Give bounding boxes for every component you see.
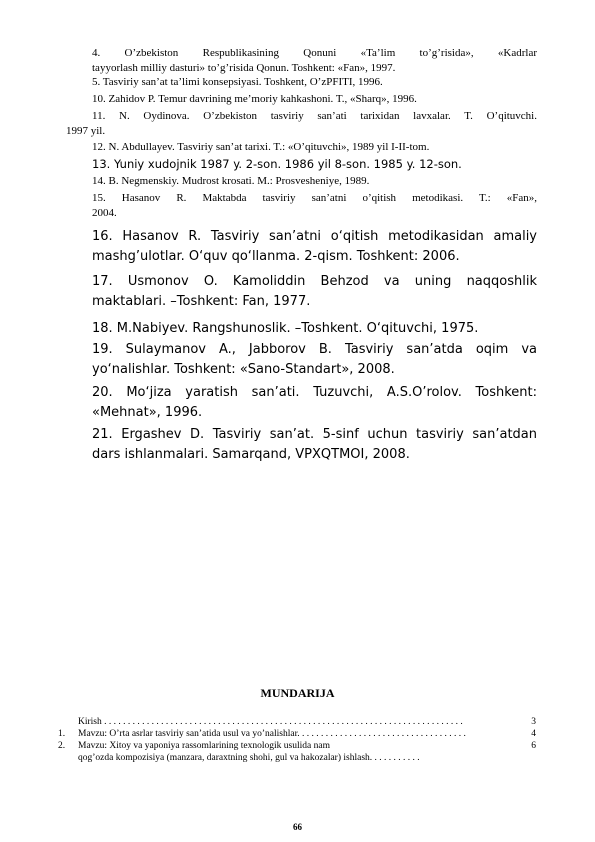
reference-12: 12. N. Abdullayev. Tasviriy san’at tarixi. T.: «O’qituvchi», 1989 yil I-II-tom. [92,141,430,153]
toc-row[interactable] [58,752,536,764]
reference-17-line2: maktablari. –Toshkent: Fan, 1977. [92,294,311,309]
toc-row[interactable] [58,716,536,728]
reference-16-line1: 16. Hasanov R. Tasviriy san’atni o‘qitish metodikasidan amaliy [92,229,537,244]
table-of-contents [58,716,536,764]
reference-14: 14. B. Negmenskiy. Mudrost krosati. M.: Prosvesheniye, 1989. [92,175,370,187]
reference-21 [58,425,537,465]
toc-row-number: 2. [58,741,66,751]
reference-20 [58,383,537,423]
reference-21-line2: dars ishlanmalari. Samarqand, VPXQTMOI, 2008. [92,447,410,462]
reference-4 [58,46,537,76]
toc-row-page: 3 [531,717,536,727]
reference-20-line1: 20. Mo‘jiza yaratish san’ati. Tuzuvchi, A.S.O’rolov. Toshkent: [92,385,537,400]
reference-15-line1: 15. Hasanov R. Maktabda tasviriy san’atni o’qitish metodikasi. T.: «Fan», [92,192,537,204]
reference-19-line2: yo‘nalishlar. Toshkent: «Sano-Standart», 2008. [92,362,395,377]
reference-20-line2: «Mehnat», 1996. [92,405,203,420]
reference-4-line1: 4. O’zbekiston Respublikasining Qonuni «Ta’lim to’g’risida», «Kadrlar [92,47,537,59]
reference-5: 5. Tasviriy san’at ta’limi konsepsiyasi. Toshkent, O’zPFITI, 1996. [92,76,383,88]
toc-title: MUNDARIJA [260,686,335,700]
toc-row[interactable] [58,740,536,752]
toc-row-page: 4 [531,729,536,739]
reference-21-line1: 21. Ergashev D. Tasviriy san’at. 5-sinf uchun tasviriy san’atdan [92,427,537,442]
reference-18: 18. M.Nabiyev. Rangshunoslik. –Toshkent. O‘qituvchi, 1975. [92,321,479,336]
reference-15 [58,191,537,221]
toc-row-title: Kirish . . . . . . . . . . . . . . . . . . . . . . . . . . . . . . . . . . . . . . . . . . . . . . . . . . . . . . . . . . . . . . . . . . . . . . . . . . . . [78,717,463,727]
reference-11-line1: 11. N. Oydinova. O’zbekiston tasviriy san’ati tarixidan lavxalar. T. O’qituvchi. [92,110,537,122]
reference-16-line2: mashg’ulotlar. O‘quv qo‘llanma. 2-qism. Toshkent: 2006. [92,249,460,264]
toc-row[interactable] [58,728,536,740]
reference-11 [58,109,537,139]
reference-4-line2: tayyorlash milliy dasturi» to’g’risida Qonun. Toshkent: «Fan», 1997. [92,62,396,74]
reference-19-line1: 19. Sulaymanov A., Jabborov B. Tasviriy san’atda oqim va [92,342,537,357]
reference-17-line1: 17. Usmonov O. Kamoliddin Behzod va uning naqqoshlik [92,274,537,289]
toc-row-number: 1. [58,729,66,739]
reference-15-line2: 2004. [92,207,117,219]
reference-19 [58,340,537,380]
reference-16 [58,227,537,267]
reference-17 [58,272,537,312]
toc-row-title: Mavzu: Xitoy va yaponiya rassomlarining texnologik usulida nam [78,741,330,751]
page-number: 66 [293,822,302,832]
toc-row-title: Mavzu: O’rta asrlar tasviriy san’atida usul va yo’nalishlar. . . . . . . . . . . . . . . . . . . . . . . . . . . . . . . . . . . . [78,729,466,739]
reference-11-line2: 1997 yil. [66,125,106,137]
toc-row-page: 6 [531,741,536,751]
reference-10: 10. Zahidov P. Temur davrining me’moriy kahkashoni. T., «Sharq», 1996. [92,93,417,105]
reference-13: 13. Yuniy xudojnik 1987 y. 2-son. 1986 yil 8-son. 1985 y. 12-son. [92,157,462,171]
toc-row-title: qog’ozda kompozisiya (manzara, daraxtning shohi, gul va hakozalar) ishlash. . . . . . . . . . . [78,753,420,763]
